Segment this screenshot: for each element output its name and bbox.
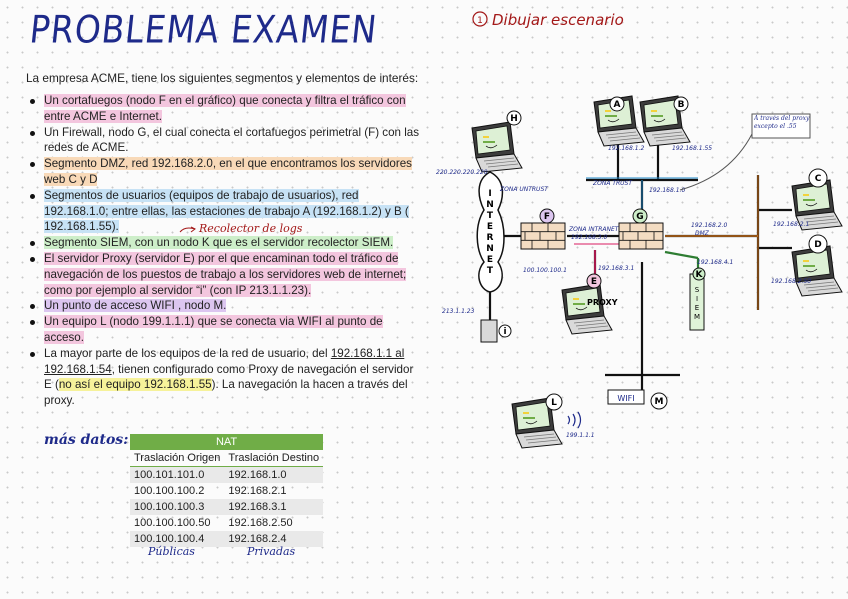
- table-cell: 192.168.3.1: [224, 499, 323, 515]
- item-text: Segmentos de usuarios (equipos de trabajo de usuarios), red 192.168.1.0; entre ellas, las estaciones de trabajo A (192.168.1.2) y B ( 192.168.1.55).: [44, 188, 409, 234]
- ip-label: 192.168.1.2: [608, 145, 645, 152]
- ip-label: 192.168.1.0: [649, 187, 686, 194]
- node-badge: L: [551, 398, 557, 408]
- publicas-label: Públicas: [148, 545, 195, 558]
- node-badge: D: [814, 240, 822, 250]
- ip-label: 192.168.4.1: [697, 259, 734, 266]
- recolector-label: Recolector de logs: [199, 222, 303, 235]
- table-cell: 192.168.1.0: [224, 467, 323, 484]
- internet-label: I N T E R N E T: [486, 189, 494, 276]
- node-badge: F: [543, 212, 551, 222]
- ip-label: 199.1.1.1: [566, 432, 595, 439]
- ip-label: 192.168.2.50: [771, 278, 812, 285]
- item-text: Un punto de acceso WIFI , nodo M.: [44, 299, 227, 313]
- table-cell: 192.168.2.4: [224, 531, 323, 547]
- proxy-label: PROXY: [587, 298, 618, 307]
- node-badge: M: [654, 397, 664, 407]
- nat-header-destino: Traslación Destino: [224, 450, 323, 467]
- list-item: [26, 156, 421, 188]
- node-badge: B: [677, 100, 685, 110]
- zone-label: ZONA INTRANET: [569, 226, 619, 233]
- node-badge: K: [695, 270, 703, 280]
- table-cell: 100.100.100.3: [130, 499, 224, 515]
- list-item: [26, 251, 421, 298]
- requirements-list: [26, 93, 421, 409]
- zone-label: ZONA TRUST: [593, 180, 633, 187]
- privadas-label: Privadas: [247, 545, 296, 558]
- section-number: 1: [477, 16, 483, 26]
- list-item: [26, 298, 421, 314]
- intro-text: La empresa ACME, tiene los siguientes segmentos y elementos de interés:: [26, 71, 419, 85]
- firewall-g: [619, 223, 663, 249]
- ip-label: 100.100.100.1: [523, 267, 567, 274]
- ip-label: 192.168.3.1: [598, 265, 635, 272]
- nat-table: [130, 434, 323, 547]
- item-text: Segmento DMZ, red 192.168.2.0, en el que encontramos los servidores web C y D: [44, 157, 412, 186]
- table-row: [130, 467, 323, 484]
- table-row: [130, 483, 323, 499]
- recolector-annotation: [199, 222, 302, 235]
- wifi-signal-icon: [568, 412, 581, 428]
- node-badge: A: [613, 100, 621, 110]
- item-text: Un equipo L (nodo 199.1.1.1) que se conecta via WIFI al punto de acceso.: [44, 315, 383, 344]
- item-text: La mayor parte de los equipos de la red de usuario, del 192.168.1.1 al 192.168.1.54, tienen configurado como Proxy de navegación el servidor E (no así el equipo 192.168.1.55). La navegación la hacen a través del proxy.: [44, 346, 414, 408]
- network-links: [490, 132, 792, 390]
- wifi-label: WIFI: [617, 394, 635, 403]
- node-badge: E: [590, 277, 598, 287]
- firewall-f: [521, 223, 565, 249]
- siem-label: S I E M: [693, 286, 701, 321]
- table-cell: 100.101.101.0: [130, 467, 224, 484]
- nat-table-title: NAT: [130, 434, 323, 450]
- node-badge: G: [636, 212, 644, 222]
- table-row: [130, 515, 323, 531]
- table-cell: 100.100.100.2: [134, 485, 205, 497]
- note-text: A través del proxy excepto el .55: [754, 115, 810, 130]
- table-cell: 100.100.100.50: [134, 517, 211, 529]
- zone-label: ZONA UNTRUST: [500, 186, 548, 193]
- item-text: Un cortafuegos (nodo F en el gráfico) que conecta y filtra el tráfico con entre ACME e Internet.: [44, 94, 406, 123]
- ip-label: 192.168.1.55: [672, 145, 713, 152]
- nat-header-origen: Traslación Origen: [130, 450, 224, 467]
- section-title: Dibujar escenario: [492, 11, 624, 29]
- page-title: PROBLEMA EXAMEN: [27, 7, 380, 52]
- list-item: [26, 125, 421, 157]
- list-item: [26, 314, 421, 346]
- list-item: [26, 93, 421, 125]
- ip-label: 213.1.1.23: [442, 308, 475, 315]
- ip-label: 220.220.220.220: [436, 169, 488, 176]
- list-item: [26, 346, 421, 409]
- table-row: [130, 499, 323, 515]
- server-i: [481, 320, 497, 342]
- table-cell: 192.168.2.50: [228, 517, 293, 529]
- arrow-icon: [179, 226, 197, 234]
- laptop-e: [562, 284, 612, 334]
- network-diagram: [428, 0, 848, 599]
- mas-datos-label: más datos:: [44, 432, 129, 448]
- item-text: El servidor Proxy (servidor E) por el que encaminan todo el tráfico de navegación de los puestos de trabajo a los servidores web de internet; como por ejemplo al servidor “i” (con IP 213.1.1.23).: [44, 251, 407, 297]
- node-badge: C: [814, 174, 822, 184]
- ip-label: 192.168.2.1: [773, 221, 810, 228]
- list-item: [26, 235, 421, 251]
- siem-link: [665, 252, 698, 258]
- node-badge: H: [510, 114, 518, 124]
- item-text: Un Firewall, nodo G, el cual conecta el cortafuegos perimetral (F) con las redes de ACME.: [44, 125, 420, 155]
- node-badge: i: [503, 327, 507, 337]
- laptop-d: [792, 246, 842, 296]
- table-cell: 192.168.2.1: [228, 485, 287, 497]
- ip-label: 192.168.2.0: [691, 222, 728, 229]
- ip-label: 192.168.3.0: [571, 234, 608, 241]
- item-text: Segmento SIEM, con un nodo K que es el servidor recolector SIEM.: [44, 236, 394, 250]
- table-cell: 100.100.100.4: [130, 531, 224, 547]
- dmz-label: DMZ: [695, 230, 709, 237]
- laptop-h: [472, 122, 522, 172]
